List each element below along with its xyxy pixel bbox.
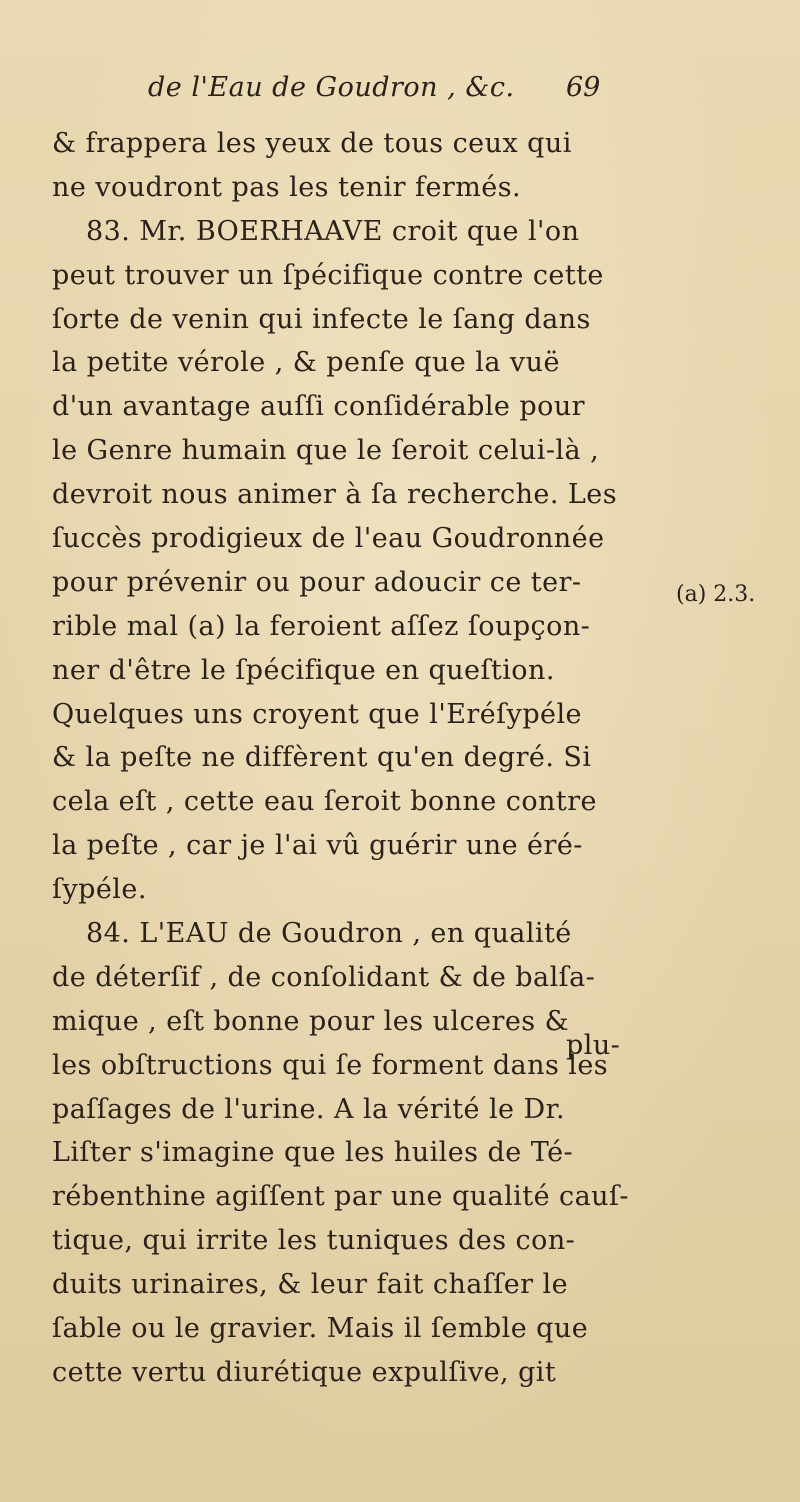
- text-line: duits urinaires, & leur fait chaſſer le: [52, 1269, 569, 1301]
- text-line: le Genre humain que le ſeroit celui-là ,: [52, 435, 600, 467]
- text-line: ſorte de venin qui infecte le ſang dans: [52, 303, 591, 335]
- text-line: & la peſte ne diffèrent qu'en degré. Si: [52, 742, 592, 774]
- margin-note: (a) 2.3.: [676, 582, 756, 607]
- body-text: [52, 122, 652, 1395]
- text-line: tique, qui irrite les tuniques des con-: [52, 1225, 576, 1257]
- running-title: de l'Eau de Goudron , &c.: [148, 72, 515, 103]
- text-line: devroit nous animer à ſa recherche. Les: [52, 479, 618, 511]
- text-line: paſſages de l'urine. A la vérité le Dr.: [52, 1093, 566, 1125]
- text-line: de déterſif , de conſolidant & de balſa-: [52, 961, 596, 993]
- text-line: ſable ou le gravier. Mais il ſemble que: [52, 1313, 589, 1345]
- text-line: peut trouver un ſpécifique contre cette: [52, 259, 604, 291]
- text-line: 84. L'EAU de Goudron , en qualité: [86, 918, 572, 950]
- text-line: rébenthine agiſſent par une qualité cauſ-: [52, 1181, 629, 1213]
- text-line: mique , eſt bonne pour les ulceres &: [52, 1005, 570, 1037]
- text-line: ſypéle.: [52, 874, 147, 906]
- text-line: d'un avantage auſſi conſidérable pour: [52, 391, 586, 423]
- text-line: rible mal (a) la feroient aſſez ſoupçon-: [52, 610, 591, 642]
- text-line: 83. Mr. BOERHAAVE croit que l'on: [86, 215, 580, 247]
- catchword: plu-: [566, 1030, 621, 1061]
- text-line: ſuccès prodigieux de l'eau Goudronnée: [52, 523, 605, 555]
- text-line: cette vertu diurétique expulſive, git: [52, 1356, 557, 1388]
- text-line: ne voudront pas les tenir fermés.: [52, 171, 522, 203]
- text-line: Quelques uns croyent que l'Eréſypéle: [52, 698, 582, 730]
- text-line: Liſter s'imagine que les huiles de Té-: [52, 1137, 574, 1169]
- text-line: pour prévenir ou pour adoucir ce ter-: [52, 566, 582, 598]
- text-line: cela eſt , cette eau ſeroit bonne contre: [52, 786, 597, 818]
- text-line: les obſtructions qui ſe forment dans les: [52, 1049, 609, 1081]
- text-line: & frappera les yeux de tous ceux qui: [52, 128, 572, 159]
- page-header: [148, 72, 628, 122]
- text-line: la peſte , car je l'ai vû guérir une éré-: [52, 830, 583, 862]
- text-line: la petite vérole , & penſe que la vuë: [52, 347, 560, 379]
- text-line: ner d'être le ſpécifique en queſtion.: [52, 654, 555, 686]
- page-number: 69: [566, 72, 601, 103]
